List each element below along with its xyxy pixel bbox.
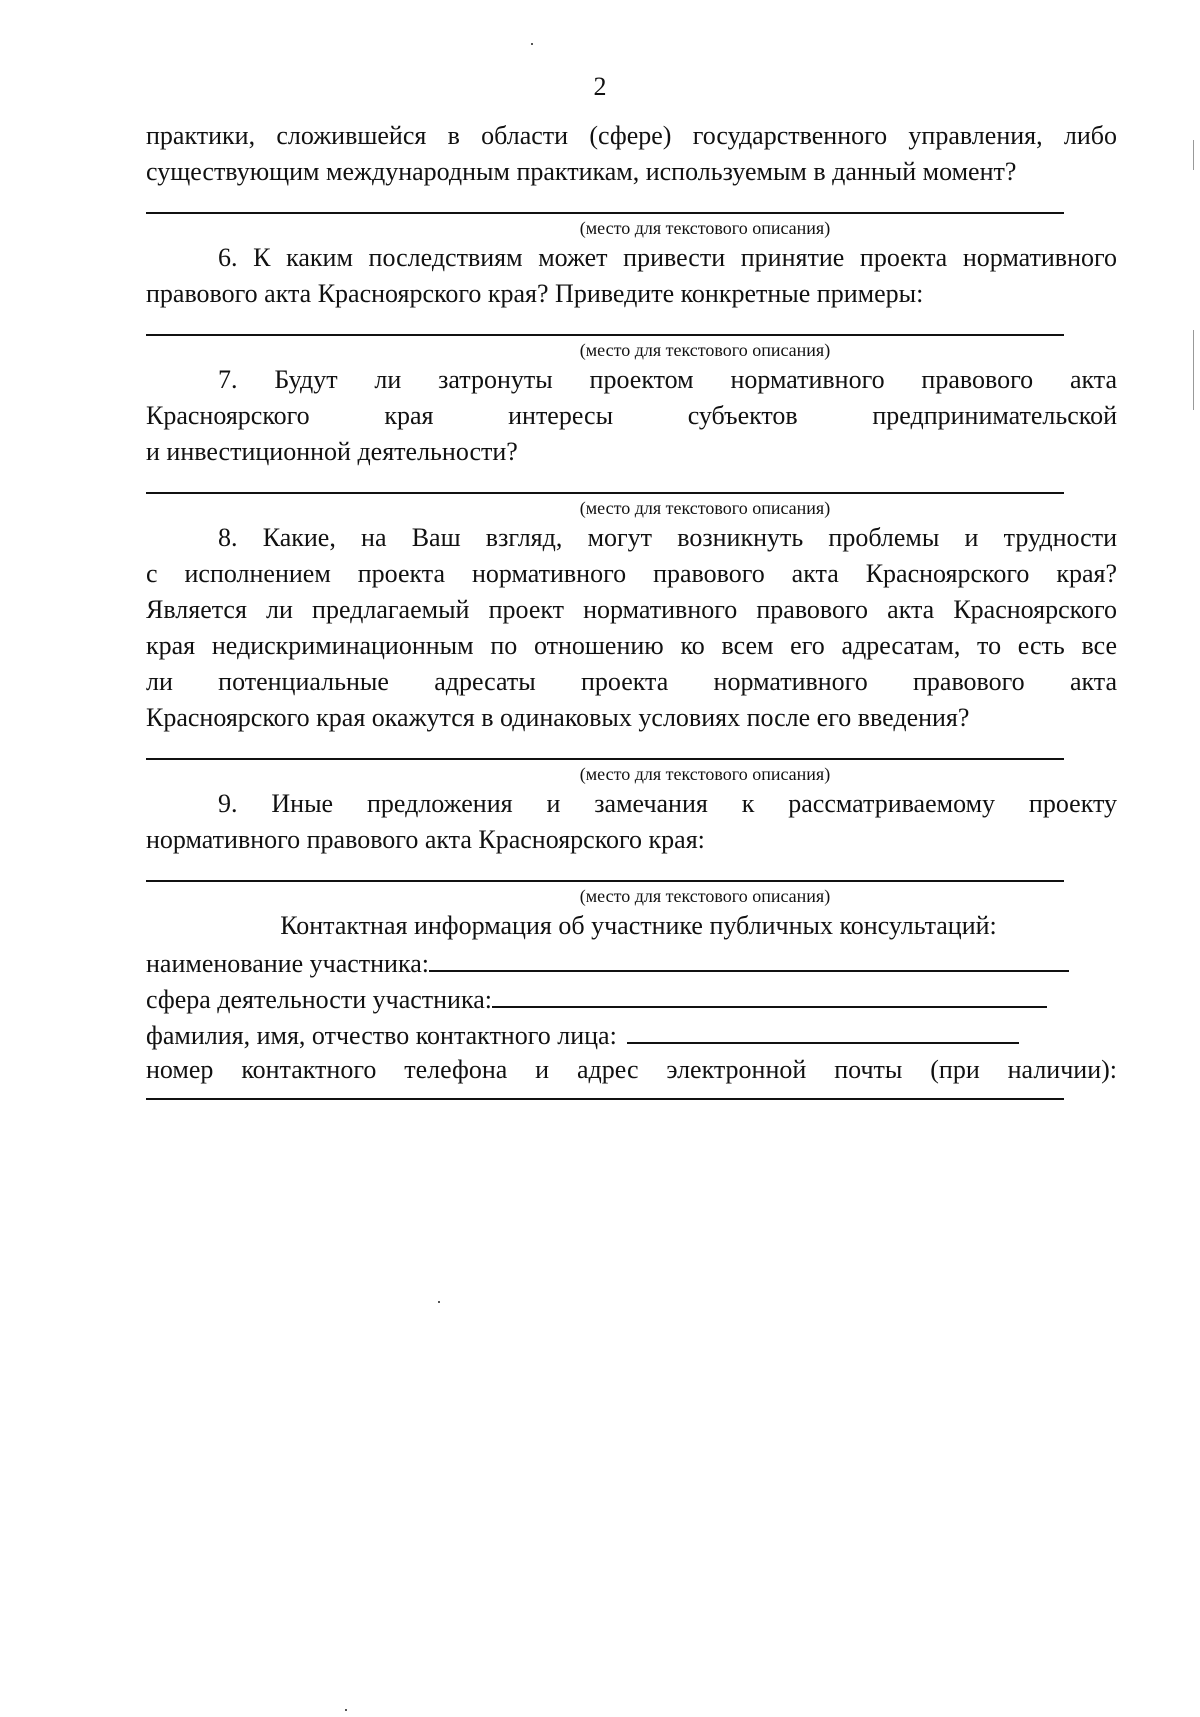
question-line: нормативного правового акта Красноярского края: xyxy=(146,825,705,854)
question-line: 6. К каким последствиям может привести принятие проекта нормативного xyxy=(218,243,1117,272)
answer-field-7[interactable] xyxy=(146,470,1117,520)
answer-underline xyxy=(146,880,1064,882)
question-line: 7. Будут ли затронуты проектом нормативного правового акта xyxy=(218,365,1117,394)
answer-underline xyxy=(146,758,1064,760)
contact-person-label: фамилия, имя, отчество контактного лица: xyxy=(146,1021,617,1050)
question-line: края недискриминационным по отношению ко всем его адресатам, то есть все xyxy=(146,631,1117,660)
participant-name-row xyxy=(146,944,1117,980)
answer-field-8[interactable] xyxy=(146,736,1117,786)
answer-underline xyxy=(146,492,1064,494)
participant-name-field[interactable] xyxy=(429,944,1069,972)
question-line: 9. Иные предложения и замечания к рассматриваемому проекту xyxy=(218,789,1117,818)
answer-caption: (место для текстового описания) xyxy=(579,764,831,784)
question-line: ли потенциальные адресаты проекта нормативного правового акта xyxy=(146,667,1117,696)
answer-caption: (место для текстового описания) xyxy=(579,340,831,360)
answer-caption: (место для текстового описания) xyxy=(579,498,831,518)
scan-edge-mark xyxy=(1193,140,1194,170)
answer-field-intro[interactable] xyxy=(146,190,1117,240)
contact-phone-label: номер контактного телефона и адрес электронной почты (при наличии): xyxy=(146,1055,1117,1084)
question-line: Красноярского края окажутся в одинаковых условиях после его введения? xyxy=(146,703,970,732)
answer-underline xyxy=(146,212,1064,214)
contact-person-field[interactable] xyxy=(627,1016,1019,1044)
scan-speck xyxy=(438,1301,440,1303)
question-8 xyxy=(146,520,1117,736)
answer-caption: (место для текстового описания) xyxy=(579,886,831,906)
scan-speck xyxy=(531,43,533,45)
question-9 xyxy=(146,786,1117,858)
document-body xyxy=(146,118,1117,1100)
question-line: с исполнением проекта нормативного правового акта Красноярского края? xyxy=(146,559,1117,588)
question-line: Является ли предлагаемый проект нормативного правового акта Красноярского xyxy=(146,595,1117,624)
scan-speck xyxy=(345,1709,347,1711)
question-line: Красноярского края интересы субъектов предпринимательской xyxy=(146,401,1117,430)
participant-sphere-field[interactable] xyxy=(492,980,1047,1008)
question-line: правового акта Красноярского края? Приведите конкретные примеры: xyxy=(146,279,924,308)
intro-paragraph xyxy=(146,118,1117,190)
contact-phone-field[interactable] xyxy=(146,1098,1064,1100)
intro-line: существующим международным практикам, используемым в данный момент? xyxy=(146,157,1017,186)
question-line: 8. Какие, на Ваш взгляд, могут возникнуть проблемы и трудности xyxy=(218,523,1117,552)
answer-caption: (место для текстового описания) xyxy=(579,218,831,238)
contact-person-row xyxy=(146,1016,1117,1052)
contact-title: Контактная информация об участнике публичных консультаций: xyxy=(280,911,997,940)
participant-sphere-label: сфера деятельности участника: xyxy=(146,985,492,1014)
question-line: и инвестиционной деятельности? xyxy=(146,437,518,466)
contact-phone-row xyxy=(146,1052,1117,1088)
page-number: 2 xyxy=(593,72,607,101)
intro-line: практики, сложившейся в области (сфере) государственного управления, либо xyxy=(146,121,1117,150)
answer-underline xyxy=(146,334,1064,336)
participant-sphere-row xyxy=(146,980,1117,1016)
answer-field-9[interactable] xyxy=(146,858,1117,908)
question-7 xyxy=(146,362,1117,470)
question-6 xyxy=(146,240,1117,312)
scan-edge-mark xyxy=(1193,330,1194,410)
participant-name-label: наименование участника: xyxy=(146,949,429,978)
answer-field-6[interactable] xyxy=(146,312,1117,362)
